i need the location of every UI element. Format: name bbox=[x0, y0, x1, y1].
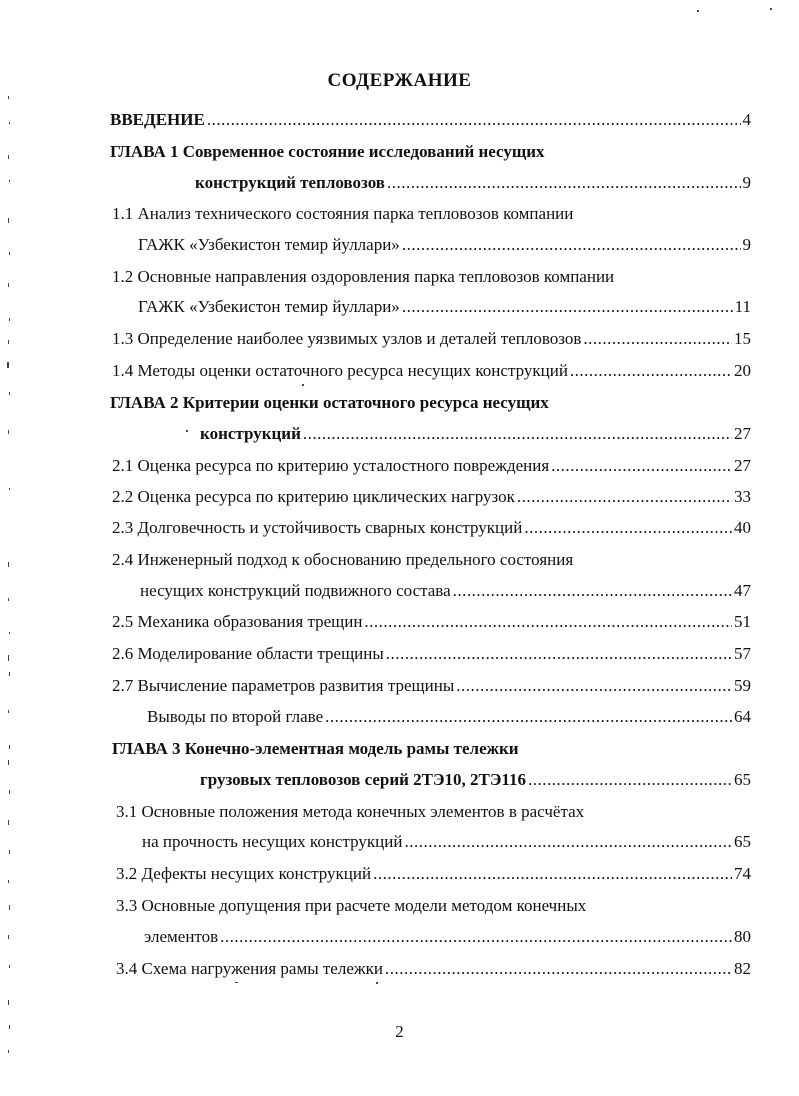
toc-entry-section-1-4[interactable] bbox=[112, 361, 751, 381]
toc-leader-dots bbox=[325, 707, 732, 727]
toc-page-number: 51 bbox=[734, 612, 751, 631]
toc-entry-chapter-1[interactable] bbox=[195, 173, 751, 193]
toc-entry-chapter-2[interactable] bbox=[200, 424, 751, 444]
toc-entry-section-2-4[interactable] bbox=[140, 581, 751, 601]
toc-entry-section-1-2[interactable] bbox=[138, 297, 751, 317]
toc-entry-text: конструкций bbox=[200, 424, 301, 443]
toc-entry-section-2-3[interactable] bbox=[112, 518, 751, 538]
toc-leader-dots bbox=[385, 959, 732, 979]
toc-entry-text: элементов bbox=[144, 927, 219, 946]
toc-entry-text: ГАЖК «Узбекистон темир йуллари» bbox=[138, 235, 400, 254]
toc-page-number: 82 bbox=[734, 959, 751, 978]
toc-page-number: 20 bbox=[734, 361, 751, 380]
toc-leader-dots bbox=[517, 487, 732, 507]
toc-entry-section-1-1[interactable] bbox=[138, 235, 751, 255]
toc-page-number: 40 bbox=[734, 518, 751, 537]
toc-entry-text: 2.3 Долговечность и устойчивость сварных конструкций bbox=[112, 518, 523, 537]
toc-entry-text: 3.4 Схема нагружения рамы тележки bbox=[116, 959, 383, 978]
toc-entry-conclusions-2[interactable] bbox=[147, 707, 751, 727]
toc-entry-text: 3.2 Дефекты несущих конструкций bbox=[116, 864, 372, 883]
toc-leader-dots bbox=[528, 770, 732, 790]
toc-page-number: 64 bbox=[734, 707, 751, 726]
toc-page-number: 9 bbox=[742, 235, 751, 254]
toc-entry-section-3-3[interactable] bbox=[144, 927, 751, 947]
toc-entry-text: 1.4 Методы оценки остаточного ресурса несущих конструкций bbox=[112, 361, 568, 380]
toc-page-number: 27 bbox=[734, 424, 751, 443]
toc-entry-text: несущих конструкций подвижного состава bbox=[140, 581, 451, 600]
toc-leader-dots bbox=[387, 173, 741, 193]
toc-page-number: 57 bbox=[734, 644, 751, 663]
toc-entry-text: 2.7 Вычисление параметров развития трещины bbox=[112, 676, 455, 695]
toc-entry-text: 1.3 Определение наиболее уязвимых узлов и деталей тепловозов bbox=[112, 329, 582, 348]
toc-leader-dots bbox=[402, 235, 741, 255]
toc-leader-dots bbox=[386, 644, 732, 664]
toc-entry-intro[interactable] bbox=[110, 110, 751, 130]
toc-leader-dots bbox=[404, 832, 732, 852]
toc-entry-section-3-4[interactable] bbox=[116, 959, 751, 979]
toc-page-number: 47 bbox=[734, 581, 751, 600]
toc-leader-dots bbox=[524, 518, 732, 538]
toc-entry-text: ВВЕДЕНИЕ bbox=[110, 110, 205, 129]
page-title: СОДЕРЖАНИЕ bbox=[327, 70, 472, 91]
toc-entry-chapter-3[interactable] bbox=[200, 770, 751, 790]
toc-entry-section-2-1[interactable] bbox=[112, 456, 751, 476]
toc-entry-text: Выводы по второй главе bbox=[147, 707, 324, 726]
toc-entry-section-2-7[interactable] bbox=[112, 676, 751, 696]
toc-section-3-3-heading: 3.3 Основные допущения при расчете модели методом конечных bbox=[116, 896, 587, 915]
toc-chapter-2-heading: ГЛАВА 2 Критерии оценки остаточного ресурса несущих bbox=[110, 393, 549, 412]
toc-entry-text: ГАЖК «Узбекистон темир йуллари» bbox=[138, 297, 400, 316]
toc-page-number: 4 bbox=[742, 110, 751, 129]
toc-page-number: 27 bbox=[734, 456, 751, 475]
toc-entry-text: 2.6 Моделирование области трещины bbox=[112, 644, 384, 663]
toc-page-number: 15 bbox=[734, 329, 751, 348]
toc-section-2-4-heading: 2.4 Инженерный подход к обоснованию предельного состояния bbox=[112, 550, 574, 569]
toc-leader-dots bbox=[402, 297, 733, 317]
toc-entry-section-3-2[interactable] bbox=[116, 864, 751, 884]
toc-leader-dots bbox=[583, 329, 732, 349]
toc-chapter-1-heading: ГЛАВА 1 Современное состояние исследований несущих bbox=[110, 142, 545, 161]
toc-entry-text: 2.5 Механика образования трещин bbox=[112, 612, 363, 631]
toc-entry-section-2-2[interactable] bbox=[112, 487, 751, 507]
toc-page-number: 9 bbox=[742, 173, 751, 192]
toc-leader-dots bbox=[303, 424, 732, 444]
toc-entry-section-3-1[interactable] bbox=[142, 832, 751, 852]
toc-page-number: 65 bbox=[734, 832, 751, 851]
toc-page-number: 33 bbox=[734, 487, 751, 506]
toc-entry-text: конструкций тепловозов bbox=[195, 173, 385, 192]
toc-section-3-1-heading: 3.1 Основные положения метода конечных элементов в расчётах bbox=[116, 802, 585, 821]
toc-page-number: 11 bbox=[734, 297, 751, 316]
toc-section-1-1-heading: 1.1 Анализ технического состояния парка тепловозов компании bbox=[112, 204, 574, 223]
toc-leader-dots bbox=[453, 581, 732, 601]
toc-entry-text: 2.2 Оценка ресурса по критерию циклических нагрузок bbox=[112, 487, 515, 506]
toc-entry-section-1-3[interactable] bbox=[112, 329, 751, 349]
toc-page-number: 74 bbox=[734, 864, 751, 883]
page-number: 2 bbox=[395, 1022, 404, 1041]
toc-leader-dots bbox=[551, 456, 732, 476]
toc-leader-dots bbox=[570, 361, 732, 381]
toc-entry-text: грузовых тепловозов серий 2ТЭ10, 2ТЭ116 bbox=[200, 770, 526, 789]
toc-page-number: 80 bbox=[734, 927, 751, 946]
toc-leader-dots bbox=[456, 676, 732, 696]
toc-leader-dots bbox=[364, 612, 732, 632]
toc-page-number: 59 bbox=[734, 676, 751, 695]
toc-chapter-3-heading: ГЛАВА 3 Конечно-элементная модель рамы тележки bbox=[112, 739, 519, 758]
toc-entry-text: 2.1 Оценка ресурса по критерию усталостного повреждения bbox=[112, 456, 550, 475]
toc-leader-dots bbox=[373, 864, 732, 884]
toc-entry-text: на прочность несущих конструкций bbox=[142, 832, 403, 851]
toc-page-number: 65 bbox=[734, 770, 751, 789]
toc-leader-dots bbox=[207, 110, 741, 130]
toc-section-1-2-heading: 1.2 Основные направления оздоровления парка тепловозов компании bbox=[112, 267, 615, 286]
toc-leader-dots bbox=[220, 927, 732, 947]
toc-entry-section-2-6[interactable] bbox=[112, 644, 751, 664]
toc-entry-section-2-5[interactable] bbox=[112, 612, 751, 632]
